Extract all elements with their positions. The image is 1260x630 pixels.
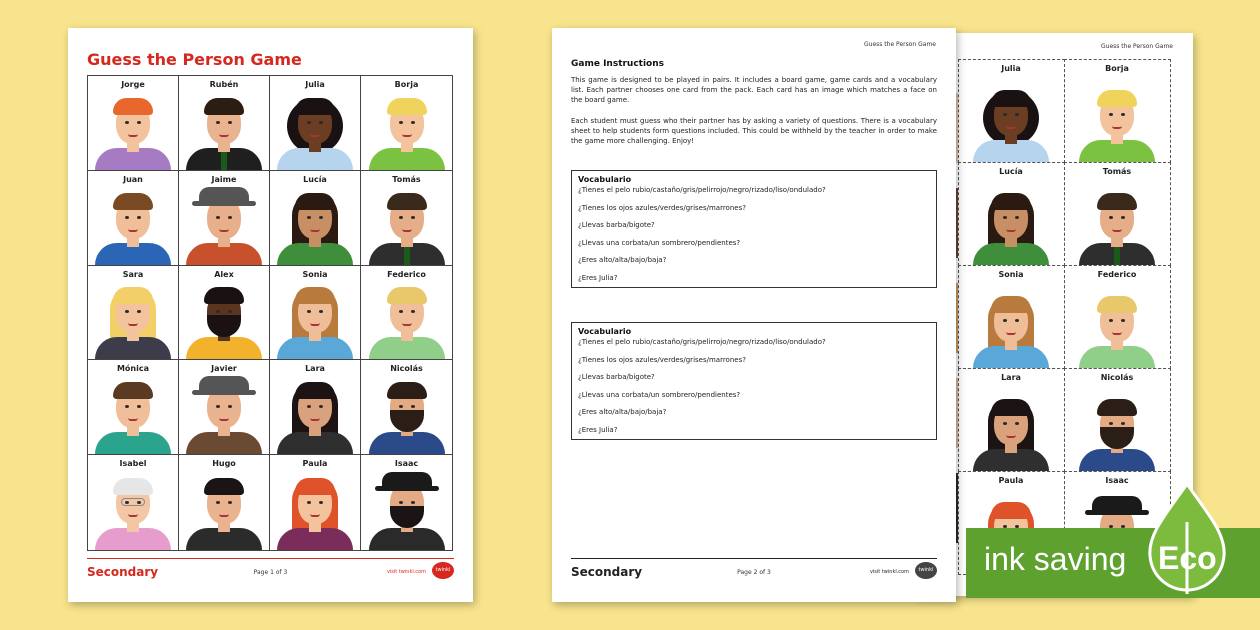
level-label: Secondary xyxy=(571,565,643,579)
person-name: Lara xyxy=(1001,373,1021,383)
portrait xyxy=(181,90,267,170)
vocab-question: ¿Llevas barba/bigote? xyxy=(578,221,655,229)
person-name: Isaac xyxy=(394,459,419,469)
portrait xyxy=(968,288,1054,368)
person-cell xyxy=(88,171,179,266)
instructions-page xyxy=(552,28,956,602)
instructions-paragraph-1: This game is designed to be played in pairs. It includes a board game, game cards and a vocabulary list. Each partner chooses one card from the pack. Each card has an image which matches a face on the board game. xyxy=(571,76,937,104)
portrait xyxy=(90,185,176,265)
person-name: Lara xyxy=(305,364,325,374)
person-card xyxy=(1064,265,1171,369)
portrait xyxy=(90,279,176,359)
person-name: Tomás xyxy=(1102,166,1132,176)
level-label: Secondary xyxy=(87,565,159,579)
vocab-question: ¿Tienes los ojos azules/verdes/grises/marrones? xyxy=(578,203,746,212)
portrait xyxy=(272,374,358,454)
portrait xyxy=(90,374,176,454)
vocab-box-1 xyxy=(571,170,937,288)
person-cell xyxy=(88,266,179,361)
portrait xyxy=(181,279,267,359)
person-cell xyxy=(179,455,270,550)
person-cell xyxy=(179,360,270,455)
portrait xyxy=(90,470,176,550)
person-cell xyxy=(270,76,361,171)
instructions-title: Game Instructions xyxy=(571,59,665,69)
person-name: Alex xyxy=(214,269,234,279)
vocab-title: Vocabulario xyxy=(578,327,632,336)
person-name: Borja xyxy=(394,80,419,89)
person-name: Jorge xyxy=(121,80,145,89)
person-cell xyxy=(270,266,361,361)
board-grid xyxy=(87,75,453,551)
person-name: Lucía xyxy=(999,166,1023,176)
person-card xyxy=(1064,162,1171,266)
portrait xyxy=(364,185,450,265)
person-cell xyxy=(270,455,361,550)
person-name: Paula xyxy=(998,476,1024,486)
person-cell xyxy=(179,76,270,171)
portrait xyxy=(364,279,450,359)
person-name: Borja xyxy=(1105,63,1129,73)
person-name: Federico xyxy=(1097,269,1137,279)
person-cell xyxy=(88,455,179,550)
vocab-title: Vocabulario xyxy=(578,175,632,184)
twinkl-logo: twinkl xyxy=(915,562,937,579)
portrait xyxy=(968,391,1054,471)
person-cell xyxy=(179,171,270,266)
person-name: Tomás xyxy=(392,174,421,184)
portrait xyxy=(1074,185,1160,265)
portrait xyxy=(181,470,267,550)
person-card xyxy=(958,59,1065,163)
page-number: Page 2 of 3 xyxy=(737,569,771,576)
page-footer xyxy=(571,558,937,588)
person-name: Julia xyxy=(305,80,325,89)
person-cell xyxy=(361,455,452,550)
vocab-question: ¿Llevas una corbata/un sombrero/pendientes? xyxy=(578,390,741,399)
person-card xyxy=(1064,59,1171,163)
vocab-question: ¿Eres alto/alta/bajo/baja? xyxy=(578,408,667,416)
card-grid xyxy=(958,59,1170,575)
person-name: Julia xyxy=(1001,63,1021,73)
page-header: Guess the Person Game xyxy=(1101,43,1173,50)
person-name: Jaime xyxy=(211,174,237,184)
vocab-question: ¿Tienes los ojos azules/verdes/grises/marrones? xyxy=(578,355,746,364)
person-cell xyxy=(270,360,361,455)
person-name: Juan xyxy=(123,174,143,184)
vocab-question: ¿Eres Julia? xyxy=(578,273,618,282)
portrait xyxy=(1074,391,1160,471)
portrait xyxy=(968,82,1054,162)
person-name: Paula xyxy=(302,459,328,469)
person-cell xyxy=(361,360,452,455)
vocab-box-2 xyxy=(571,322,937,440)
site-link[interactable]: visit twinkl.com xyxy=(386,569,426,575)
portrait xyxy=(181,185,267,265)
person-name: Nicolás xyxy=(1100,373,1134,383)
person-cell xyxy=(361,76,452,171)
portrait xyxy=(364,470,450,550)
board-page xyxy=(68,28,473,602)
portrait xyxy=(272,279,358,359)
person-name: Isabel xyxy=(119,459,147,469)
person-cell xyxy=(88,76,179,171)
person-card xyxy=(958,368,1065,472)
page-number: Page 1 of 3 xyxy=(253,569,288,576)
portrait xyxy=(90,90,176,170)
portrait xyxy=(364,90,450,170)
portrait xyxy=(1074,288,1160,368)
person-card xyxy=(958,265,1065,369)
vocab-question: ¿Eres alto/alta/bajo/baja? xyxy=(578,256,667,264)
person-name: Hugo xyxy=(212,459,236,469)
portrait xyxy=(272,185,358,265)
vocab-question: ¿Tienes el pelo rubio/castaño/gris/pelirrojo/negro/rizado/liso/ondulado? xyxy=(578,186,826,194)
person-name: Mónica xyxy=(116,364,150,374)
site-link[interactable]: visit twinkl.com xyxy=(869,569,909,575)
person-cell xyxy=(270,171,361,266)
portrait xyxy=(1074,82,1160,162)
person-card xyxy=(958,162,1065,266)
vocab-question: ¿Eres Julia? xyxy=(578,425,618,434)
person-card xyxy=(1064,368,1171,472)
portrait xyxy=(272,90,358,170)
portrait xyxy=(364,374,450,454)
person-cell xyxy=(88,360,179,455)
person-name: Sara xyxy=(122,269,144,279)
eco-tag: Eco xyxy=(1158,540,1217,576)
twinkl-logo: twinkl xyxy=(432,562,454,579)
person-name: Lucía xyxy=(303,174,327,184)
page-footer xyxy=(87,558,454,588)
person-name: Rubén xyxy=(209,80,239,89)
page-title: Guess the Person Game xyxy=(87,50,302,69)
portrait xyxy=(272,470,358,550)
person-cell xyxy=(361,171,452,266)
person-name: Javier xyxy=(211,364,237,374)
vocab-question: ¿Llevas una corbata/un sombrero/pendientes? xyxy=(578,238,741,247)
person-name: Sonia xyxy=(998,269,1024,279)
person-cell xyxy=(179,266,270,361)
vocab-question: ¿Tienes el pelo rubio/castaño/gris/pelirrojo/negro/rizado/liso/ondulado? xyxy=(578,338,826,346)
person-name: Isaac xyxy=(1105,476,1129,486)
eco-tag-wrap xyxy=(966,528,1260,598)
instructions-paragraph-2: Each student must guess who their partner has by asking a variety of questions. There is a vocabulary sheet to help students form questions included. This could be withheld by the teacher in order to make the game more challenging. Enjoy! xyxy=(571,117,937,145)
person-name: Nicolás xyxy=(390,364,423,374)
portrait xyxy=(181,374,267,454)
ink-saving-label: ink saving xyxy=(984,541,1127,577)
person-cell xyxy=(361,266,452,361)
person-name: Sonia xyxy=(302,269,328,279)
person-name: Federico xyxy=(387,269,426,279)
vocab-question: ¿Llevas barba/bigote? xyxy=(578,373,655,381)
portrait xyxy=(968,185,1054,265)
page-header: Guess the Person Game xyxy=(864,41,936,48)
